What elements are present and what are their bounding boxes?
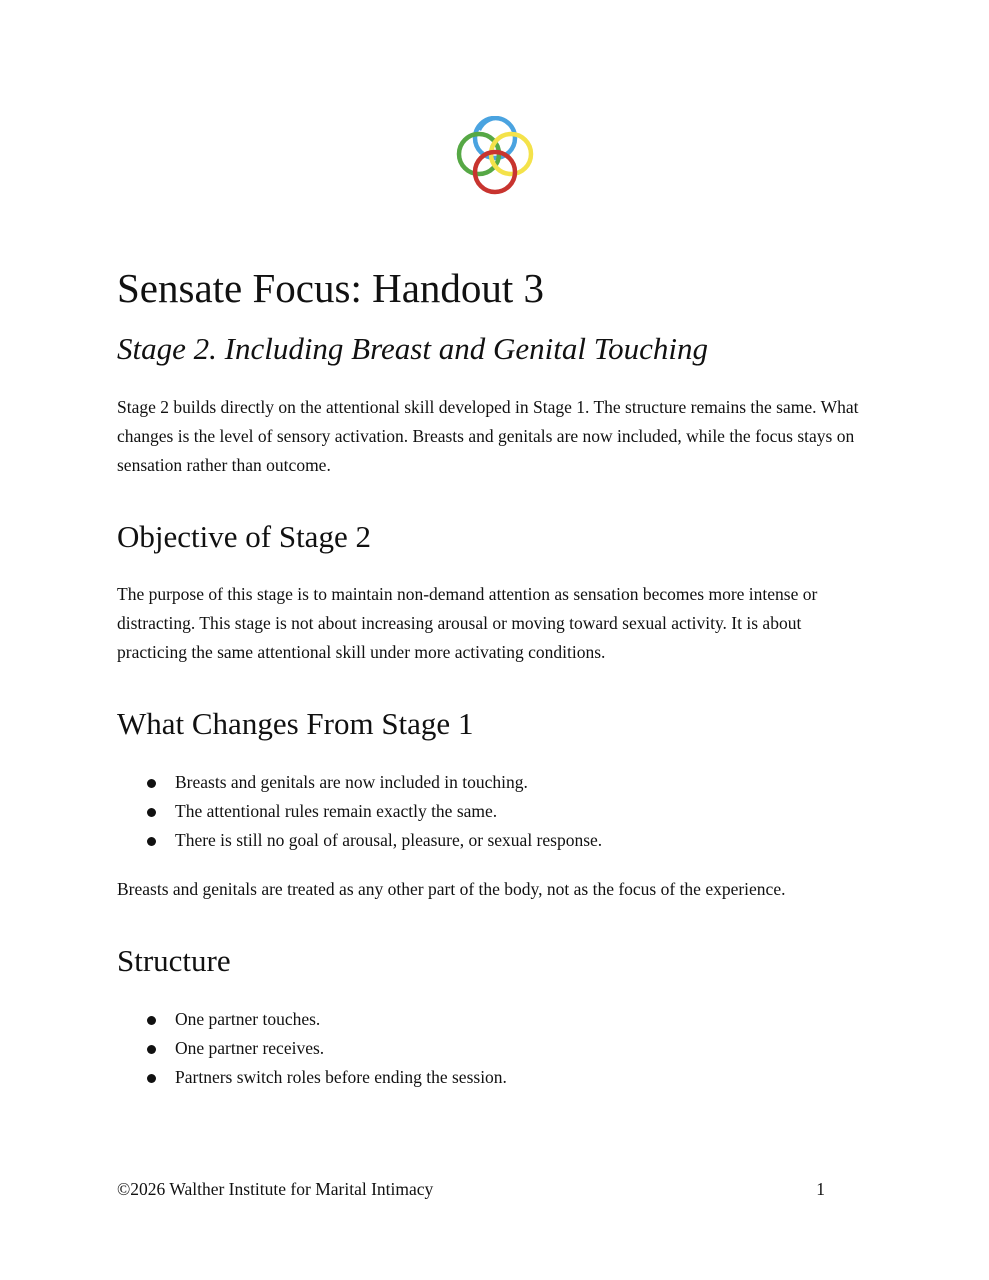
changes-note: Breasts and genitals are treated as any other part of the body, not as the focus of the experience. [117, 879, 786, 899]
four-rings-logo-icon [455, 116, 535, 196]
page-subtitle: Stage 2. Including Breast and Genital Touching [117, 331, 708, 366]
changes-list [117, 768, 857, 855]
structure-list [117, 1005, 857, 1092]
bullet-icon [147, 808, 156, 817]
page-footer [117, 1177, 825, 1201]
list-item: The attentional rules remain exactly the same. [117, 797, 857, 826]
list-item: Breasts and genitals are now included in touching. [117, 768, 857, 797]
intro-paragraph: Stage 2 builds directly on the attentional skill developed in Stage 1. The structure remains the same. What changes is the level of sensory activation. Breasts and genitals are now included, while the focus stays on sensation rather than outcome. [117, 397, 859, 475]
page-number: 1 [816, 1179, 825, 1199]
list-item: There is still no goal of arousal, pleasure, or sexual response. [117, 826, 857, 855]
structure-heading: Structure [117, 943, 231, 978]
bullet-icon [147, 1016, 156, 1025]
blue-ring-overlap [479, 118, 495, 130]
list-item: One partner receives. [117, 1034, 857, 1063]
changes-heading: What Changes From Stage 1 [117, 706, 474, 741]
page-title: Sensate Focus: Handout 3 [117, 265, 545, 311]
footer-copyright: ©2026 Walther Institute for Marital Intimacy [117, 1179, 434, 1199]
objective-heading: Objective of Stage 2 [117, 519, 371, 554]
list-item: Partners switch roles before ending the session. [117, 1063, 857, 1092]
bullet-icon [147, 1074, 156, 1083]
bullet-icon [147, 837, 156, 846]
bullet-icon [147, 1045, 156, 1054]
objective-paragraph: The purpose of this stage is to maintain non-demand attention as sensation becomes more intense or distracting. This stage is not about increasing arousal or moving toward sexual activity. It is about practicing the same attentional skill under more activating conditions. [117, 584, 818, 662]
bullet-icon [147, 779, 156, 788]
list-item: One partner touches. [117, 1005, 857, 1034]
